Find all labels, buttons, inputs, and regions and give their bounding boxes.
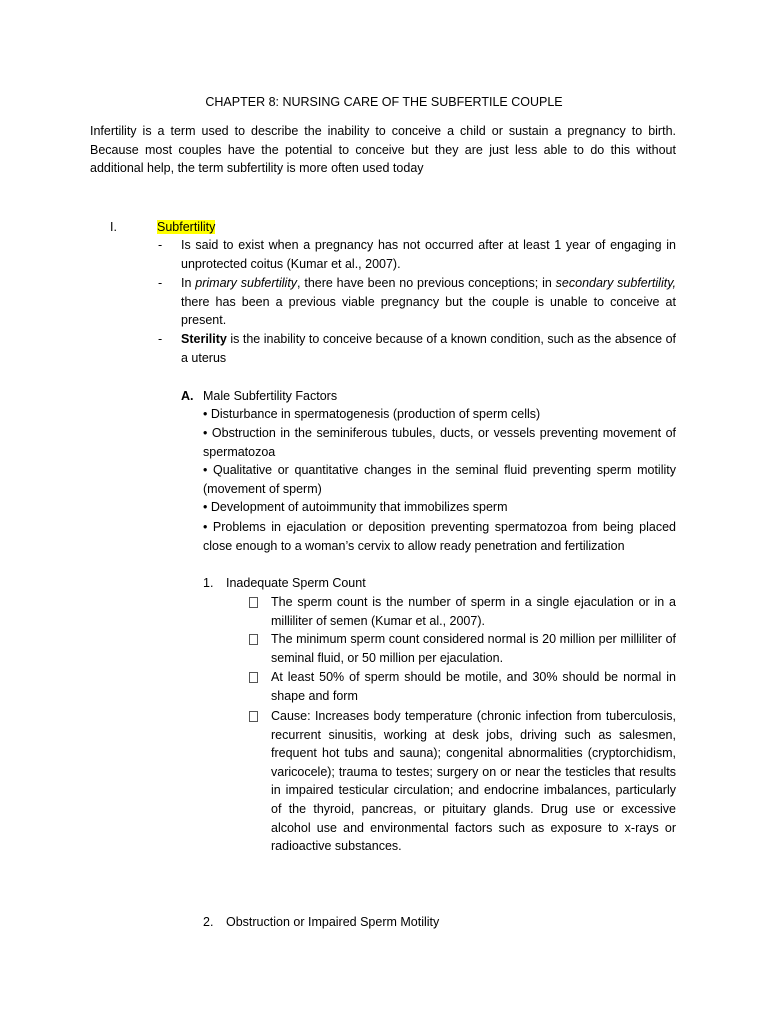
sterility-definition: Sterility is the inability to conceive because of a known condition, such as the absence of a uterus	[181, 332, 676, 365]
intro-paragraph: Infertility is a term used to describe the inability to conceive a child or sustain a pregnancy to birth. Because most couples have the potential to conceive but they are just less able to do this without additional help, the term subfertility is more often used today	[90, 124, 676, 176]
section-heading: Subfertility	[157, 220, 216, 234]
dash-bullet: -	[158, 332, 163, 346]
sperm-count-item: Cause: Increases body temperature (chronic infection from tuberculosis, recurrent sinusitis, working at desk jobs, driving such as salesmen, frequent hot tubs and sauna); congenital abnormalities (cryptorchidism, varicocele); trauma to testes; surgery on or near the testicles that results in impaired testicular circulation; and endocrine imbalances, particularly of the thyroid, pancreas, or pituitary glands. Drug use or excessive alcohol use and environmental factors such as exposure to x-rays or radioactive substances.	[271, 709, 676, 854]
male-factor-item: • Development of autoimmunity that immobilizes sperm	[203, 500, 508, 514]
numbered-heading: Inadequate Sperm Count	[226, 576, 366, 590]
subsection-label: A.	[181, 389, 194, 403]
numbered-label: 2.	[203, 915, 214, 929]
checkbox-bullet-icon	[249, 634, 258, 645]
primary-secondary-definition: In primary subfertility, there have been no previous conceptions; in secondary subfertility, there has been a previous viable pregnancy but the couple is unable to conceive at present.	[181, 276, 676, 328]
sperm-count-item: The minimum sperm count considered normal is 20 million per milliliter of seminal fluid, or 50 million per ejaculation.	[271, 632, 676, 665]
numbered-heading: Obstruction or Impaired Sperm Motility	[226, 915, 440, 929]
chapter-title: CHAPTER 8: NURSING CARE OF THE SUBFERTILE COUPLE	[205, 95, 563, 109]
checkbox-bullet-icon	[249, 597, 258, 608]
sperm-count-item: At least 50% of sperm should be motile, and 30% should be normal in shape and form	[271, 670, 676, 703]
section-numeral: I.	[110, 220, 117, 234]
checkbox-bullet-icon	[249, 711, 258, 722]
sperm-count-item: The sperm count is the number of sperm in a single ejaculation or in a milliliter of semen (Kumar et al., 2007).	[271, 595, 676, 628]
subfertility-definition: Is said to exist when a pregnancy has not occurred after at least 1 year of engaging in unprotected coitus (Kumar et al., 2007).	[181, 238, 676, 271]
male-factor-item: • Disturbance in spermatogenesis (production of sperm cells)	[203, 407, 541, 421]
dash-bullet: -	[158, 238, 163, 252]
numbered-label: 1.	[203, 576, 214, 590]
male-factor-item: • Qualitative or quantitative changes in the seminal fluid preventing sperm motility (movement of sperm)	[203, 463, 676, 496]
male-factor-item: • Problems in ejaculation or deposition preventing spermatozoa from being placed close enough to a woman’s cervix to allow ready penetration and fertilization	[203, 520, 676, 553]
male-factor-item: • Obstruction in the seminiferous tubules, ducts, or vessels preventing movement of spermatozoa	[203, 426, 676, 459]
dash-bullet: -	[158, 276, 163, 290]
subsection-heading: Male Subfertility Factors	[203, 389, 338, 403]
checkbox-bullet-icon	[249, 672, 258, 683]
